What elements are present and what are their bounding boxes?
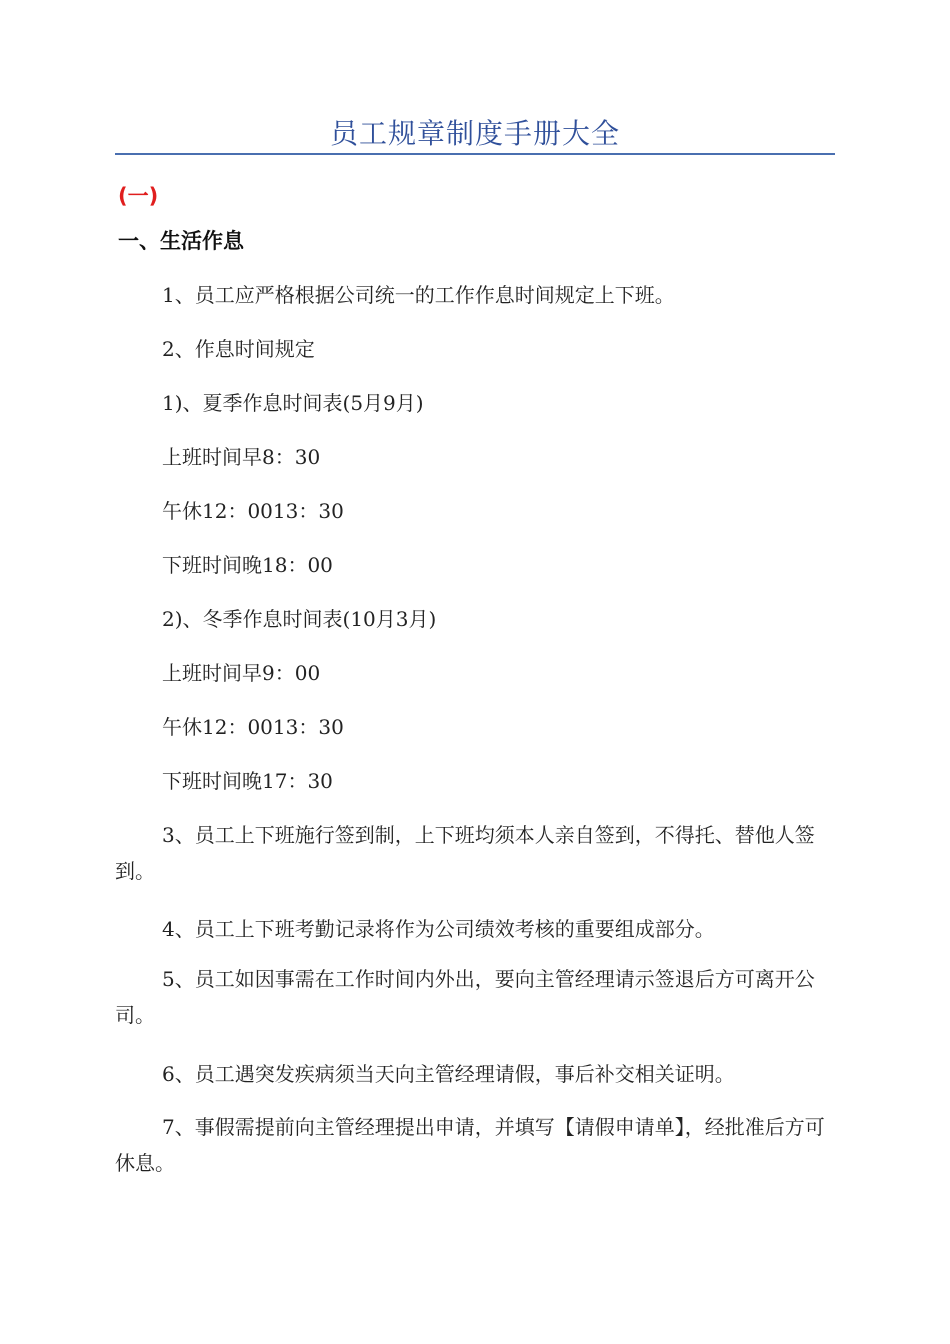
document-title: 员工规章制度手册大全 xyxy=(329,117,620,150)
summer-end-time: 下班时间晚18：00 xyxy=(162,553,333,577)
item-7: 7、事假需提前向主管经理提出申请，并填写【请假申请单】，经批准后方可休息。 xyxy=(115,1115,825,1175)
item-6: 6、员工遇突发疾病须当天向主管经理请假，事后补交相关证明。 xyxy=(162,1062,735,1086)
item-5: 5、员工如因事需在工作时间内外出，要向主管经理请示签退后方可离开公司。 xyxy=(115,967,815,1027)
winter-lunch-time: 午休12：0013：30 xyxy=(162,715,344,739)
section-marker: (一) xyxy=(118,184,159,208)
title-underline xyxy=(115,153,835,155)
summer-schedule-title: 1)、夏季作息时间表(5月9月) xyxy=(162,391,424,415)
winter-schedule-title: 2)、冬季作息时间表(10月3月) xyxy=(162,607,437,631)
item-1: 1、员工应严格根据公司统一的工作作息时间规定上下班。 xyxy=(162,283,675,307)
winter-end-time: 下班时间晚17：30 xyxy=(162,769,333,793)
item-2: 2、作息时间规定 xyxy=(162,337,315,361)
winter-start-time: 上班时间早9：00 xyxy=(162,661,321,685)
item-3: 3、员工上下班施行签到制，上下班均须本人亲自签到，不得托、替他人签到。 xyxy=(115,823,815,883)
section-heading: 一、生活作息 xyxy=(118,229,244,253)
summer-start-time: 上班时间早8：30 xyxy=(162,445,321,469)
item-4: 4、员工上下班考勤记录将作为公司绩效考核的重要组成部分。 xyxy=(162,917,715,941)
summer-lunch-time: 午休12：0013：30 xyxy=(162,499,344,523)
